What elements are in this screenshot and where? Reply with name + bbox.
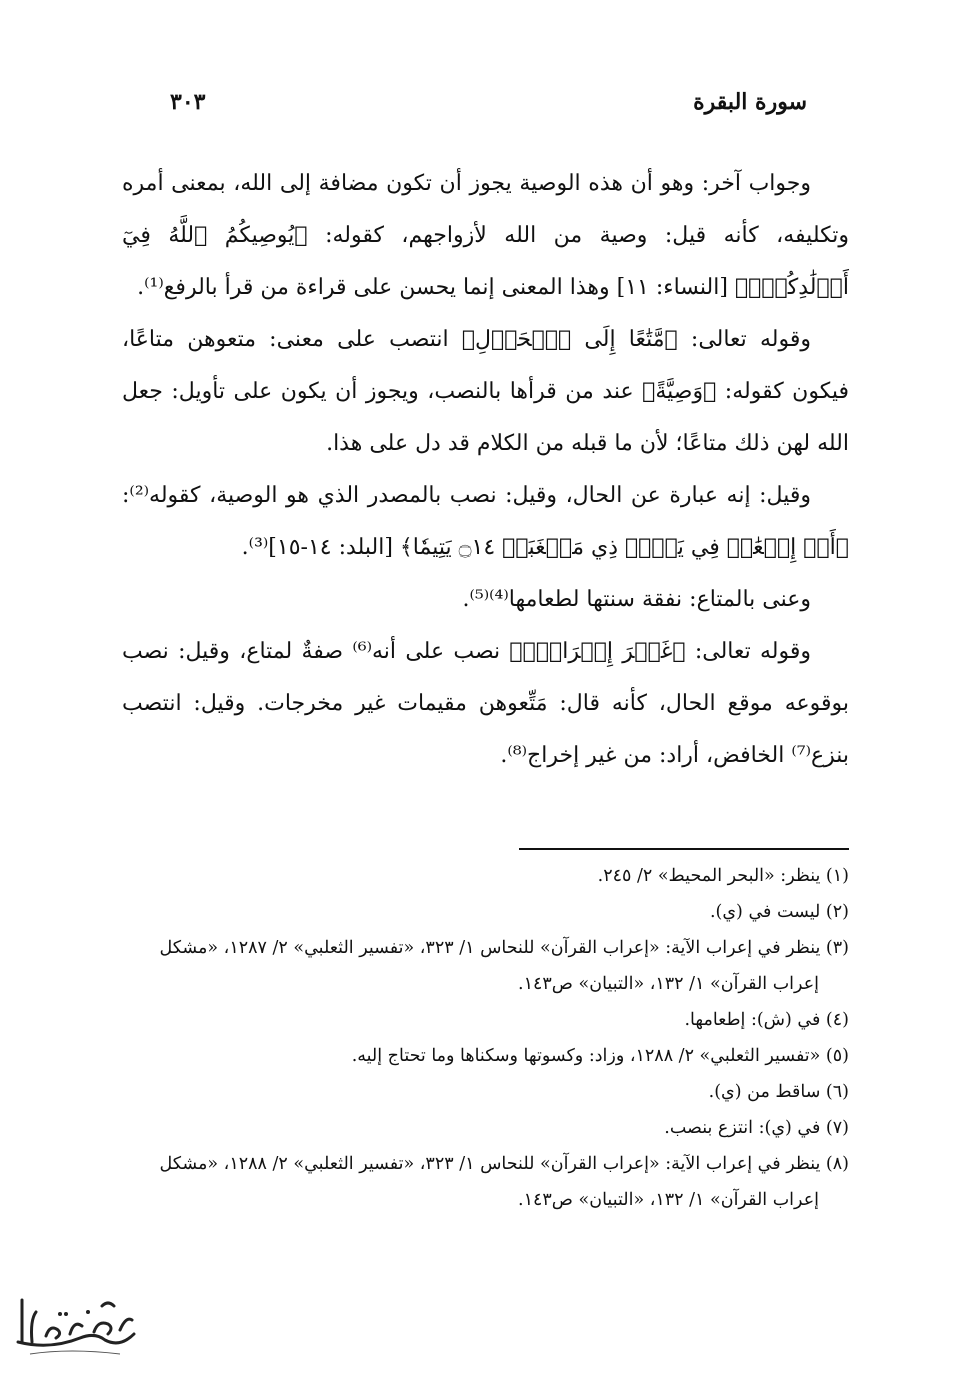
footnote: (٨) ينظر في إعراب الآية: «إعراب القرآن» للنحاس ١/ ٣٢٣، «تفسير الثعلبي» ٢/ ١٢٨٨، «مشكل إعراب القرآن» ١/ ١٣٢، «التبيان» ص١٤٣. (159, 1154, 849, 1210)
paragraph: وجواب آخر: وهو أن هذه الوصية يجوز أن تكون مضافة إلى الله، بمعنى أمره وتكليفه، كأنه قيل: وصية من الله لأزواجهم، كقوله: ﴿يُوصِيكُمُ ٱللَّهُ فِيٓ أَوۡلَٰدِكُمۡۖ﴾ [النساء: ١١] وهذا المعنى إنما يحسن على قراءة من قرأ بالرفع⁽¹⁾. (122, 171, 849, 300)
publisher-calligraphy-logo-icon (10, 1290, 140, 1360)
paragraph: وقيل: إنه عبارة عن الحال، وقيل: نصب بالمصدر الذي هو الوصية، كقوله⁽²⁾: ﴿أَوۡ إِطۡعَٰمٞ فِي يَوۡمٖ ذِي مَسۡغَبَةٖ ۝١٤ يَتِيمٗا﴾ [البلد: ١٤-١٥]⁽³⁾. (122, 483, 849, 560)
surah-title: سورة البقرة (693, 89, 807, 115)
footnote-divider (519, 848, 849, 850)
footnote: (٤) في (ش): إطعامها. (684, 1010, 849, 1030)
footnotes (122, 858, 849, 1218)
main-text (122, 158, 849, 782)
footnote: (٣) ينظر في إعراب الآية: «إعراب القرآن» للنحاس ١/ ٣٢٣، «تفسير الثعلبي» ٢/ ١٢٨٧، «مشكل إعراب القرآن» ١/ ١٣٢، «التبيان» ص١٤٣. (159, 938, 849, 994)
paragraph: وقوله تعالى: ﴿مَّتَٰعًا إِلَى ٱلۡحَوۡلِ﴾ انتصب على معنى: متعوهن متاعًا، فيكون كقوله: ﴿وَصِيَّةً﴾ عند من قرأها بالنصب، ويجوز أن يكون على تأويل: جعل الله لهن ذلك متاعًا؛ لأن ما قبله من الكلام قد دل على هذا. (122, 327, 849, 456)
page-header (170, 82, 807, 122)
page-number: ٣٠٣ (170, 89, 206, 115)
footnote: (٦) ساقط من (ي). (708, 1082, 849, 1102)
footnote: (١) ينظر: «البحر المحيط» ٢/ ٢٤٥. (597, 866, 849, 886)
footnote: (٥) «تفسير الثعلبي» ٢/ ١٢٨٨، وزاد: وكسوتها وسكناها وما تحتاج إليه. (351, 1046, 849, 1066)
paragraph: وقوله تعالى: ﴿غَيۡرَ إِخۡرَاجٖۚ﴾ نصب على أنه⁽⁶⁾ صفةٌ لمتاع، وقيل: نصب بوقوعه موقع الحال، كأنه قال: مَتِّعوهن مقيمات غير مخرجات. وقيل: انتصب بنزع⁽⁷⁾ الخافض، أراد: من غير إخراج⁽⁸⁾. (122, 639, 849, 768)
footnote: (٧) في (ي): انتزع بنصب. (664, 1118, 849, 1138)
footnote: (٢) ليست في (ي). (709, 902, 849, 922)
paragraph: وعنى بالمتاع: نفقة سنتها لطعامها⁽⁴⁾⁽⁵⁾. (462, 587, 811, 612)
